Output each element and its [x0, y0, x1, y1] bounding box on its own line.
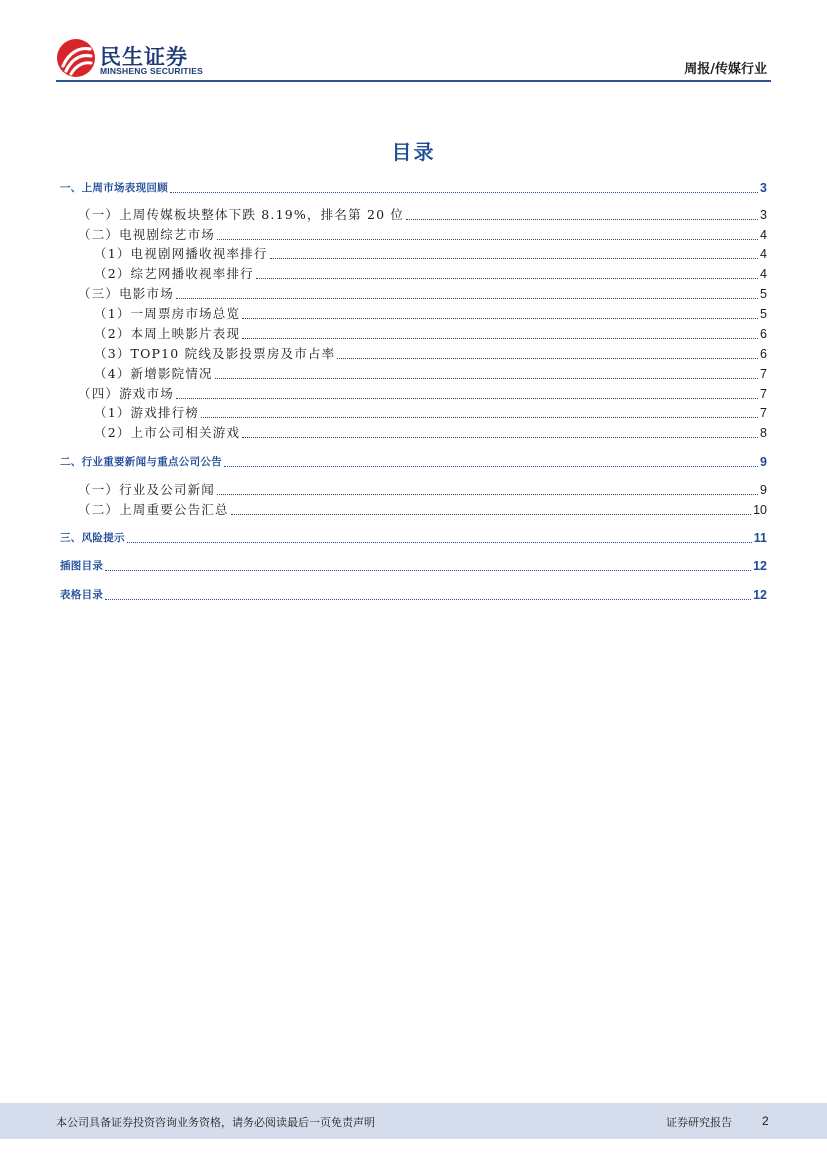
toc-entry-label: （1）一周票房市场总览 [94, 306, 241, 321]
toc-leader-dots [176, 398, 758, 399]
toc-entry[interactable] [60, 587, 767, 603]
toc-entry-page: 5 [760, 307, 767, 321]
toc-entry-label: （2）综艺网播收视率排行 [94, 266, 254, 281]
toc-entry-label: 一、上周市场表现回顾 [60, 182, 168, 194]
toc-leader-dots [231, 514, 751, 515]
toc-leader-dots [242, 318, 758, 319]
toc-entry-page: 8 [760, 426, 767, 440]
toc-entry[interactable] [60, 180, 767, 196]
toc-entry-label: （4）新增影院情况 [94, 366, 213, 381]
toc-entry[interactable] [78, 386, 767, 402]
toc-entry-page: 6 [760, 347, 767, 361]
toc-leader-dots [242, 338, 758, 339]
toc-entry-label: 表格目录 [60, 589, 104, 601]
toc-entry[interactable] [78, 227, 767, 243]
toc-entry[interactable] [94, 405, 767, 421]
toc-entry-label: （3）TOP10 院线及影投票房及市占率 [94, 346, 336, 361]
toc-leader-dots [224, 466, 758, 467]
toc-entry-label: 插图目录 [60, 560, 104, 572]
toc-entry[interactable] [94, 366, 767, 382]
toc-leader-dots [105, 599, 751, 600]
toc-leader-dots [217, 239, 758, 240]
toc-title: 目录 [391, 140, 436, 164]
toc-entry-page: 11 [753, 531, 767, 545]
toc-leader-dots [201, 417, 758, 418]
toc-leader-dots [170, 192, 758, 193]
toc-leader-dots [105, 570, 751, 571]
page-footer [0, 1103, 827, 1139]
toc-entry-page: 9 [760, 483, 767, 497]
toc-entry-page: 4 [760, 228, 767, 242]
toc-entry[interactable] [94, 326, 767, 342]
logo-english-name: MINSHENG SECURITIES [100, 66, 203, 76]
toc-leader-dots [215, 378, 758, 379]
toc-leader-dots [270, 258, 758, 259]
toc-entry-label: （一）上周传媒板块整体下跌 8.19%，排名第 20 位 [78, 207, 405, 222]
toc-entry-page: 7 [760, 387, 767, 401]
toc-entry-page: 4 [760, 247, 767, 261]
toc-entry[interactable] [78, 286, 767, 302]
toc-entry[interactable] [78, 502, 767, 518]
page-number: 2 [762, 1114, 769, 1128]
toc-leader-dots [242, 437, 758, 438]
footer-disclaimer: 本公司具备证券投资咨询业务资格，请务必阅读最后一页免责声明 [56, 1116, 375, 1129]
footer-doc-type: 证券研究报告 [666, 1116, 732, 1129]
toc-entry-page: 12 [753, 559, 767, 573]
toc-entry-label: （1）电视剧网播收视率排行 [94, 246, 268, 261]
toc-entry-label: （三）电影市场 [78, 286, 174, 301]
minsheng-logo [56, 38, 216, 78]
toc-entry-page: 6 [760, 327, 767, 341]
toc-leader-dots [256, 278, 758, 279]
toc-entry-page: 4 [760, 267, 767, 281]
toc-entry-page: 9 [760, 455, 767, 469]
toc-entry[interactable] [94, 266, 767, 282]
toc-entry[interactable] [94, 246, 767, 262]
toc-entry-label: （二）电视剧综艺市场 [78, 227, 216, 242]
toc-entry-page: 3 [760, 208, 767, 222]
toc-entry[interactable] [78, 482, 767, 498]
toc-entry-page: 12 [753, 588, 767, 602]
toc-entry-label: （四）游戏市场 [78, 386, 174, 401]
page-header [56, 36, 771, 82]
toc-entry-label: （二）上周重要公告汇总 [78, 502, 229, 517]
toc-entry[interactable] [94, 425, 767, 441]
toc-entry[interactable] [60, 558, 767, 574]
report-type: 周报/传媒行业 [684, 62, 767, 77]
toc-entry-label: （2）本周上映影片表现 [94, 326, 241, 341]
toc-entry-label: （2）上市公司相关游戏 [94, 425, 241, 440]
toc-entry-page: 5 [760, 287, 767, 301]
toc-entry-page: 10 [753, 503, 767, 517]
logo-chinese-name: 民生证券 [100, 45, 188, 69]
toc-entry-label: 二、行业重要新闻与重点公司公告 [60, 456, 222, 468]
toc-entry[interactable] [60, 530, 767, 546]
toc-entry-page: 7 [760, 367, 767, 381]
toc-leader-dots [176, 298, 758, 299]
toc-entry[interactable] [78, 207, 767, 223]
toc-entry-label: （1）游戏排行榜 [94, 405, 200, 420]
toc-entry-label: （一）行业及公司新闻 [78, 482, 216, 497]
toc-leader-dots [337, 358, 758, 359]
toc-entry[interactable] [94, 346, 767, 362]
toc-entry[interactable] [94, 306, 767, 322]
header-divider [56, 80, 771, 82]
toc-entry[interactable] [60, 454, 767, 470]
toc-leader-dots [127, 542, 752, 543]
toc-entry-label: 三、风险提示 [60, 532, 125, 544]
toc-leader-dots [406, 219, 758, 220]
toc-entry-page: 3 [760, 181, 767, 195]
toc-entry-page: 7 [760, 406, 767, 420]
toc-leader-dots [217, 494, 758, 495]
minsheng-logo-icon [56, 38, 96, 78]
